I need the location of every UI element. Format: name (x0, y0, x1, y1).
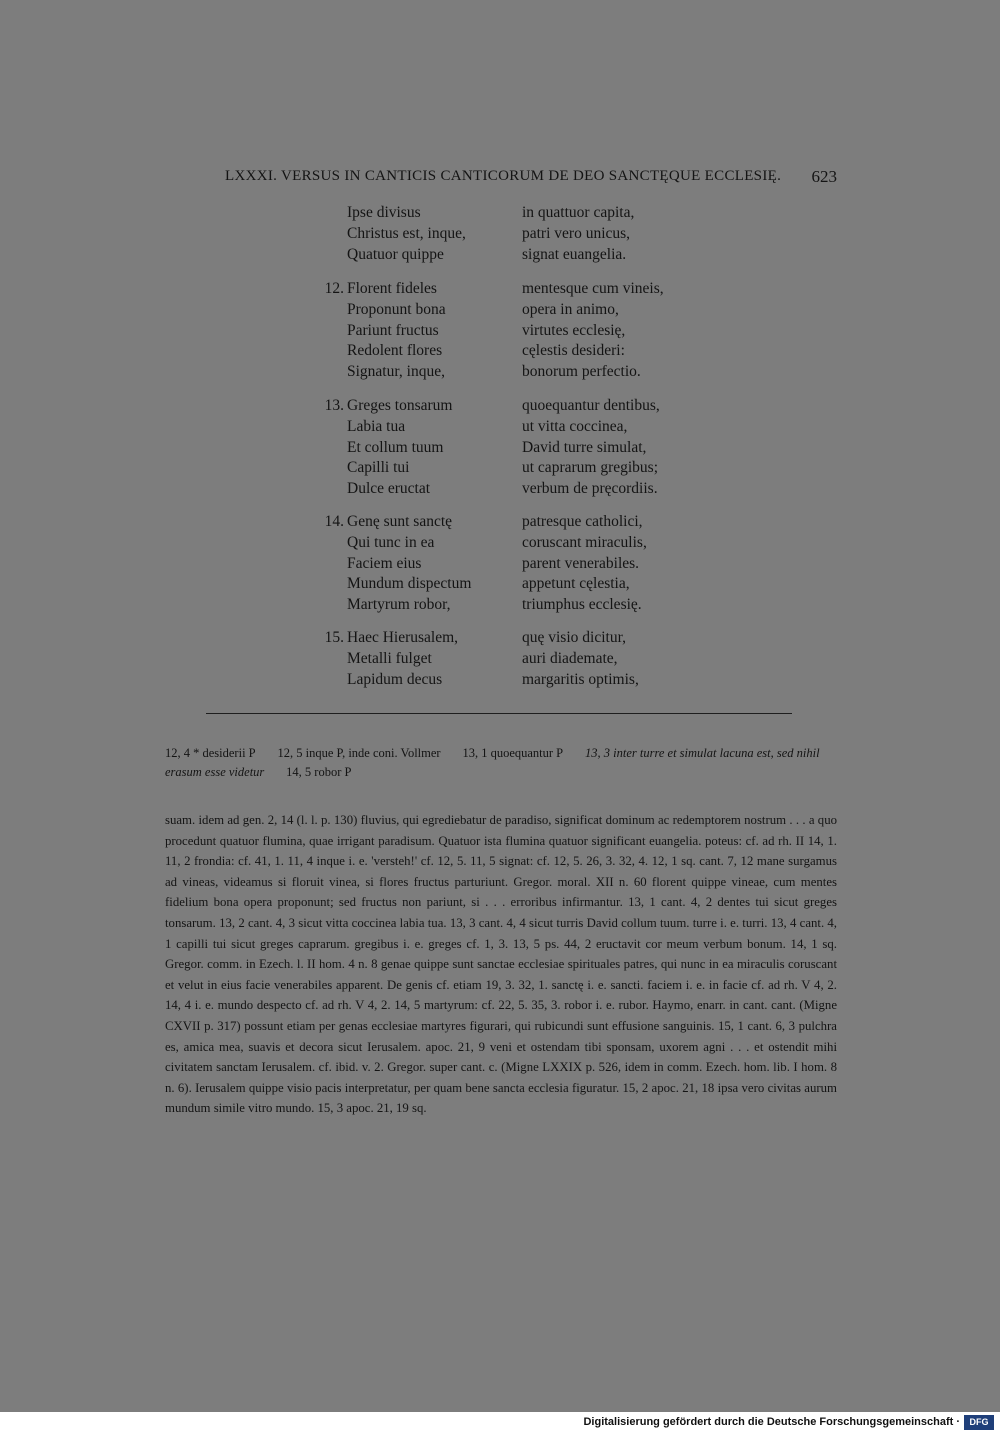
stanza-number: 15. (324, 629, 344, 646)
verse-line (300, 396, 720, 417)
verse-line (300, 670, 720, 691)
page-header (165, 168, 837, 190)
verse-first-half: Florent fideles (347, 280, 437, 297)
commentary-notes: suam. idem ad gen. 2, 14 (l. l. p. 130) fluvius, qui egrediebatur de paradiso, significat dominum ac redemptorem nostrum . . . a quo procedunt quatuor flumina, quae irrigant paradisum. Quatuor ista flumina quatuor significant euangelia. poteus: cf. ad rh. II 14, 1. 11, 2 frondia: cf. 41, 1. 11, 4 inque i. e. 'versteh!' cf. 12, 5. 11, 5 signat: cf. 12, 5. 26, 3. 32, 4. 12, 1 sq. cant. 7, 12 mane surgamus ad vineas, videamus si floruit vinea, si flores fructus parturiunt. Gregor. moral. XII n. 60 florent quippe vineae, cum mentes fidelium bona opera proponunt; sed fructus non pariunt, si . . . erroribus infirmantur. 13, 1 cant. 4, 2 dentes tui sicut greges tonsarum. 13, 2 cant. 4, 3 sicut vitta coccinea labia tua. 13, 3 cant. 4, 4 sicut turris David collum tuum. turre i. e. turri. 13, 4 cant. 4, 1 capilli tui sicut greges caprarum. gregibus i. e. greges cf. 1, 3. 13, 5 ps. 44, 2 eructavit cor meum verbum bonum. 14, 1 sq. Gregor. comm. in Ezech. l. II hom. 4 n. 8 genae quippe sunt sanctae ecclesiae spirituales patres, qui nunc in ea miraculis coruscant et velut in eius facie venerabiles apparent. De genis cf. etiam 19, 3. 32, 1. sanctę i. e. sancti. faciem i. e. in facie cf. ad rh. V 4, 2. 14, 4 i. e. mundo despecto cf. ad rh. V 4, 2. 14, 5 martyrum: cf. 22, 5. 35, 3. robor i. e. rubor. Haymo, enarr. in cant. cant. (Migne CXVII p. 317) possunt etiam per genas ecclesiae martyres figurari, qui rubicundi sunt effusione sanguinis. 15, 1 cant. 6, 3 pulchra es, amica mea, suavis et decora sicut Ierusalem. apoc. 21, 9 veni et ostendam tibi sponsam, uxorem agni . . . et ostendit mihi civitatem sanctam Ierusalem. cf. ibid. v. 2. Gregor. super cant. c. (Migne LXXIX p. 526, idem in comm. Ezech. hom. lib. I hom. 8 n. 6). Ierusalem quippe visio pacis interpretatur, per quam bene sancta ecclesia figuratur. 15, 2 apoc. 21, 18 ipsa vero civitas aurum mundum simile vitro mundo. 15, 3 apoc. 21, 19 sq. (165, 813, 837, 1116)
stanza (300, 512, 720, 616)
verse-second-half: triumphus ecclesię. (522, 596, 642, 614)
verse-first-half: Metalli fulget (347, 649, 432, 667)
verse-line (300, 362, 720, 383)
verse-first-half: Qui tunc in ea (347, 533, 435, 551)
verse-line (300, 533, 720, 554)
verse-second-half: patresque catholici, (522, 513, 643, 530)
verse-first-half: Genę sunt sanctę (347, 513, 453, 530)
verse-second-half: quę visio dicitur, (522, 629, 626, 646)
verse-line (300, 224, 720, 245)
verse-line (300, 628, 720, 649)
verse-line (300, 649, 720, 670)
verse-second-half: in quattuor capita, (522, 204, 635, 221)
verse-line (300, 479, 720, 500)
verse-second-half: quoequantur dentibus, (522, 397, 660, 414)
verse-second-half: verbum de pręcordiis. (522, 480, 658, 498)
verse-first-half: Greges tonsarum (347, 397, 453, 414)
verse-first-half: Signatur, inque, (347, 363, 445, 381)
stanza-number: 14. (324, 513, 344, 530)
verse-first-half: Faciem eius (347, 554, 422, 572)
verse-second-half: margaritis optimis, (522, 670, 639, 688)
verse-first-half: Martyrum robor, (347, 596, 451, 614)
verse-second-half: patri vero unicus, (522, 224, 631, 242)
stanza (300, 396, 720, 500)
verse-line (300, 458, 720, 479)
apparatus-note: 13, 1 quoequantur P (462, 746, 564, 760)
separator-rule (206, 713, 792, 714)
verse-line (300, 300, 720, 321)
verse-line (300, 595, 720, 616)
verse-second-half: opera in animo, (522, 300, 619, 318)
critical-apparatus (165, 744, 837, 782)
running-head: LXXXI. VERSUS IN CANTICIS CANTICORUM DE DEO SANCTĘQUE ECCLESIĘ. (225, 168, 782, 184)
funding-notice: Digitalisierung gefördert durch die Deutsche Forschungsgemeinschaft · (583, 1416, 960, 1428)
apparatus-note: 13, 3 inter turre et simulat lacuna est, sed nihil erasum esse videtur (165, 746, 820, 779)
verse-line (300, 417, 720, 438)
verse-first-half: Ipse divisus (347, 204, 421, 221)
verse-second-half: signat euangelia. (522, 245, 627, 263)
verse-second-half: ut vitta coccinea, (522, 417, 628, 435)
stanza (300, 203, 720, 265)
verse-second-half: virtutes ecclesię, (522, 321, 626, 339)
verse-line (300, 574, 720, 595)
verse-first-half: Christus est, inque, (347, 224, 466, 242)
verse-second-half: mentesque cum vineis, (522, 280, 664, 297)
stanza (300, 628, 720, 690)
verse-second-half: David turre simulat, (522, 438, 647, 456)
verse-line (300, 554, 720, 575)
verse-line (300, 203, 720, 224)
verse-second-half: auri diademate, (522, 649, 618, 667)
verse-first-half: Dulce eructat (347, 480, 431, 498)
verse-first-half: Pariunt fructus (347, 321, 439, 339)
verse-second-half: cęlestis desideri: (522, 342, 625, 360)
verse-line (300, 438, 720, 459)
verse-first-half: Haec Hierusalem, (347, 629, 459, 646)
dfg-logo: DFG (964, 1415, 994, 1430)
verse-second-half: parent venerabiles. (522, 554, 640, 572)
stanza (300, 279, 720, 383)
verse-line (300, 321, 720, 342)
verse-line (300, 341, 720, 362)
verse-second-half: bonorum perfectio. (522, 363, 641, 381)
verse-first-half: Mundum dispectum (347, 575, 472, 593)
apparatus-note: 12, 5 inque P, inde coni. Vollmer (277, 746, 441, 760)
verse-first-half: Labia tua (347, 417, 406, 435)
verse-first-half: Et collum tuum (347, 438, 444, 456)
verse-line (300, 279, 720, 300)
apparatus-note: 12, 4 * desiderii P (165, 746, 256, 760)
stanza-number: 13. (324, 397, 344, 414)
verse-first-half: Lapidum decus (347, 670, 443, 688)
verse-second-half: ut caprarum gregibus; (522, 459, 659, 477)
verse-first-half: Proponunt bona (347, 300, 446, 318)
verse-first-half: Redolent flores (347, 342, 443, 360)
digitization-footer (0, 1412, 1000, 1434)
verse-first-half: Quatuor quippe (347, 245, 444, 263)
verse-second-half: appetunt cęlestia, (522, 575, 630, 593)
page-number: 623 (811, 167, 837, 186)
verse-first-half: Capilli tui (347, 459, 410, 477)
verse-line (300, 245, 720, 266)
verse-line (300, 512, 720, 533)
verse-second-half: coruscant miraculis, (522, 533, 647, 551)
stanza-number: 12. (324, 280, 344, 297)
apparatus-note: 14, 5 robor P (286, 765, 352, 779)
